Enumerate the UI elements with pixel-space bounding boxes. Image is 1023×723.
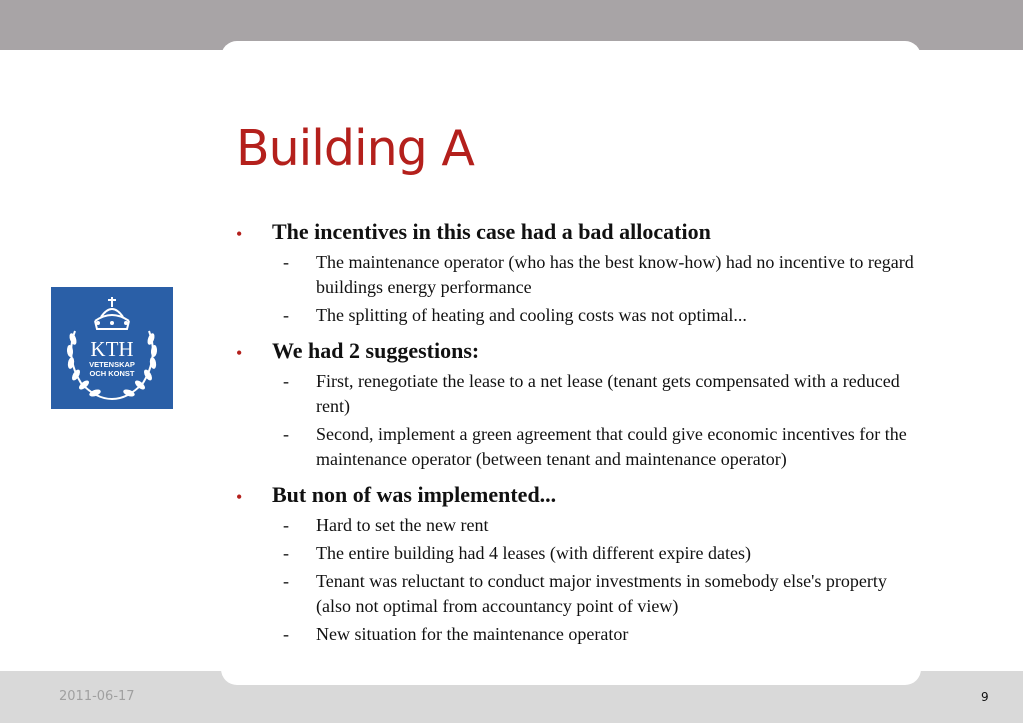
sub-marker: - bbox=[283, 252, 289, 272]
sub-item bbox=[236, 622, 906, 647]
sub-marker: - bbox=[283, 624, 289, 644]
bullet-text: The incentives in this case had a bad allocation bbox=[272, 219, 711, 244]
bullet-list bbox=[236, 217, 914, 647]
kth-logo bbox=[51, 287, 173, 409]
bullet-marker: • bbox=[236, 343, 243, 363]
bullet-item bbox=[236, 336, 906, 472]
sub-text: The splitting of heating and cooling costs was not optimal... bbox=[316, 305, 747, 325]
logo-text-och-konst: OCH KONST bbox=[89, 369, 135, 378]
bullet-item bbox=[236, 480, 906, 647]
sub-text: The maintenance operator (who has the best know-how) had no incentive to regard buildings energy performance bbox=[316, 252, 914, 297]
sub-marker: - bbox=[283, 515, 289, 535]
sub-item bbox=[236, 303, 906, 328]
sub-item bbox=[236, 541, 906, 566]
sub-item bbox=[236, 369, 906, 419]
logo-text-vetenskap: VETENSKAP bbox=[89, 360, 135, 369]
sub-marker: - bbox=[283, 571, 289, 591]
sub-item bbox=[236, 422, 906, 472]
sub-text: Second, implement a green agreement that could give economic incentives for the maintenance operator (between tenant and maintenance operator) bbox=[316, 424, 907, 469]
sub-marker: - bbox=[283, 371, 289, 391]
sub-text: The entire building had 4 leases (with different expire dates) bbox=[316, 543, 752, 563]
sub-item bbox=[236, 250, 914, 300]
sub-text: Hard to set the new rent bbox=[316, 515, 489, 535]
slide-title: Building A bbox=[236, 120, 474, 177]
bullet-text: But non of was implemented... bbox=[272, 482, 557, 507]
bullet-text: We had 2 suggestions: bbox=[272, 338, 480, 363]
sub-marker: - bbox=[283, 543, 289, 563]
page-number: 9 bbox=[981, 690, 989, 704]
kth-crest-icon bbox=[51, 287, 173, 409]
logo-text-kth: KTH bbox=[90, 337, 134, 361]
bullet-marker: • bbox=[236, 487, 243, 507]
sub-text: First, renegotiate the lease to a net lease (tenant gets compensated with a reduced rent) bbox=[316, 371, 900, 416]
sub-item bbox=[236, 513, 906, 538]
sub-text: Tenant was reluctant to conduct major investments in somebody else's property (also not optimal from accountancy point of view) bbox=[316, 571, 887, 616]
sub-text: New situation for the maintenance operator bbox=[316, 624, 629, 644]
sub-item bbox=[236, 569, 906, 619]
sub-marker: - bbox=[283, 305, 289, 325]
bullet-item bbox=[236, 217, 914, 328]
bullet-marker: • bbox=[236, 224, 243, 244]
footer-date: 2011-06-17 bbox=[59, 689, 135, 704]
sub-marker: - bbox=[283, 424, 289, 444]
